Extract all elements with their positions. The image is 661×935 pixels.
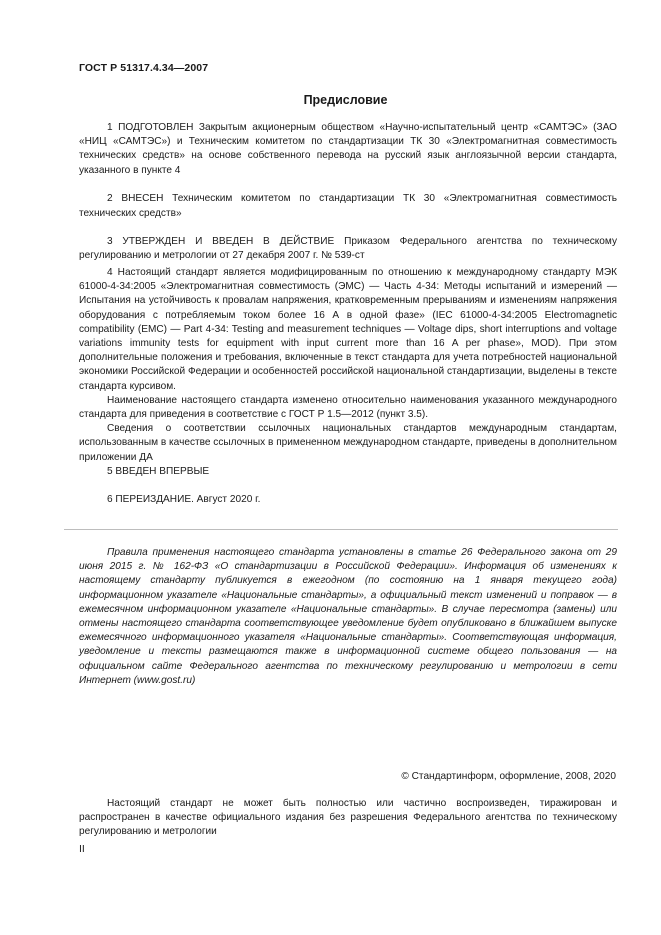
copyright-line: © Стандартинформ, оформление, 2008, 2020 bbox=[401, 771, 616, 782]
foreword-item-5-block bbox=[79, 465, 617, 479]
application-rules-text: Правила применения настоящего стандарта установлены в статье 26 Федерального закона от 29 июня 2015 г. № 162-ФЗ «О стандартизации в Российской Федерации». Информация об изменениях к настоящему стандарту публикуется в ежегодном (по состоянию на 1 января текущего года) информационном указателе «Национальные стандарты», а официальный текст изменений и поправок — в ежемесячном информационном указателе «Национальные стандарты». В случае пересмотра (замены) или отмены настоящего стандарта соответствующее уведомление будет опубликовано в ближайшем выпуске ежемесячного информационного указателя «Национальные стандарты». Соответствующая информация, уведомление и тексты размещаются также в информационной системе общего пользования — на официальном сайте Федерального агентства по техническому регулированию и метрологии в сети Интернет (www.gost.ru) bbox=[79, 547, 617, 686]
foreword-item-4: 4 Настоящий стандарт является модифицированным по отношению к международному стандарту МЭК 61000-4-34:2005 «Электромагнитная совместимость (ЭМС) — Часть 4-34: Методы испытаний и измерений — Испытания на устойчивость к провалам напряжения, кратковременным прерываниям и изменениям напряжения оборудования с потребляемым током более 16 А в одной фазе» (IEC 61000-4-34:2005 Electromagnetic compatibility (EMC) — Part 4-34: Testing and measurement techniques — Voltage dips, short interruptions and voltage variations immunity tests for equipment with input current more than 16 A per phase», MOD). При этом дополнительные положения и требования, включенные в текст стандарта для учета потребностей национальной экономики Российской Федерации и особенностей российской национальной стандартизации, выделены в тексте стандарта курсивом. bbox=[79, 267, 617, 392]
page-title: Предисловие bbox=[303, 93, 388, 107]
foreword-item-4-title-note: Наименование настоящего стандарта изменено относительно наименования указанного международного стандарта для приведения в соответствие с ГОСТ Р 1.5—2012 (пункт 3.5). bbox=[79, 394, 617, 421]
foreword-item-4-references-note: Сведения о соответствии ссылочных национальных стандартов международным стандартам, использованным в качестве ссылочных в примененном международном стандарте, приведены в дополнительном приложении ДА bbox=[79, 423, 617, 463]
reproduction-rights bbox=[79, 797, 617, 840]
foreword-item-1: 1 ПОДГОТОВЛЕН Закрытым акционерным обществом «Научно-испытательный центр «САМТЭС» (ЗАО «НИЦ «САМТЭС») и Техническим комитетом по стандартизации ТК 30 «Электромагнитная совместимость технических средств» на основе собственного перевода на русский язык англоязычной версии стандарта, указанного в пункте 4 bbox=[79, 122, 617, 176]
foreword-item-3: 3 УТВЕРЖДЕН И ВВЕДЕН В ДЕЙСТВИЕ Приказом Федерального агентства по техническому регулированию и метрологии от 27 декабря 2007 г. № 539-ст bbox=[79, 236, 617, 262]
foreword-item-4-block bbox=[79, 266, 617, 465]
foreword-items-1-3 bbox=[79, 121, 617, 264]
separator-line bbox=[64, 529, 618, 530]
foreword-item-5: 5 ВВЕДЕН ВПЕРВЫЕ bbox=[107, 466, 210, 477]
reproduction-rights-text: Настоящий стандарт не может быть полностью или частично воспроизведен, тиражирован и распространен в качестве официального издания без разрешения Федерального агентства по техническому регулированию и метрологии bbox=[79, 798, 617, 838]
application-rules-note bbox=[79, 546, 617, 688]
page-number: II bbox=[79, 843, 85, 855]
foreword-item-6: 6 ПЕРЕИЗДАНИЕ. Август 2020 г. bbox=[107, 494, 261, 505]
standard-code-header: ГОСТ Р 51317.4.34—2007 bbox=[79, 62, 209, 74]
foreword-item-6-block bbox=[79, 493, 617, 507]
foreword-item-2: 2 ВНЕСЕН Техническим комитетом по стандартизации ТК 30 «Электромагнитная совместимость технических средств» bbox=[79, 193, 617, 219]
